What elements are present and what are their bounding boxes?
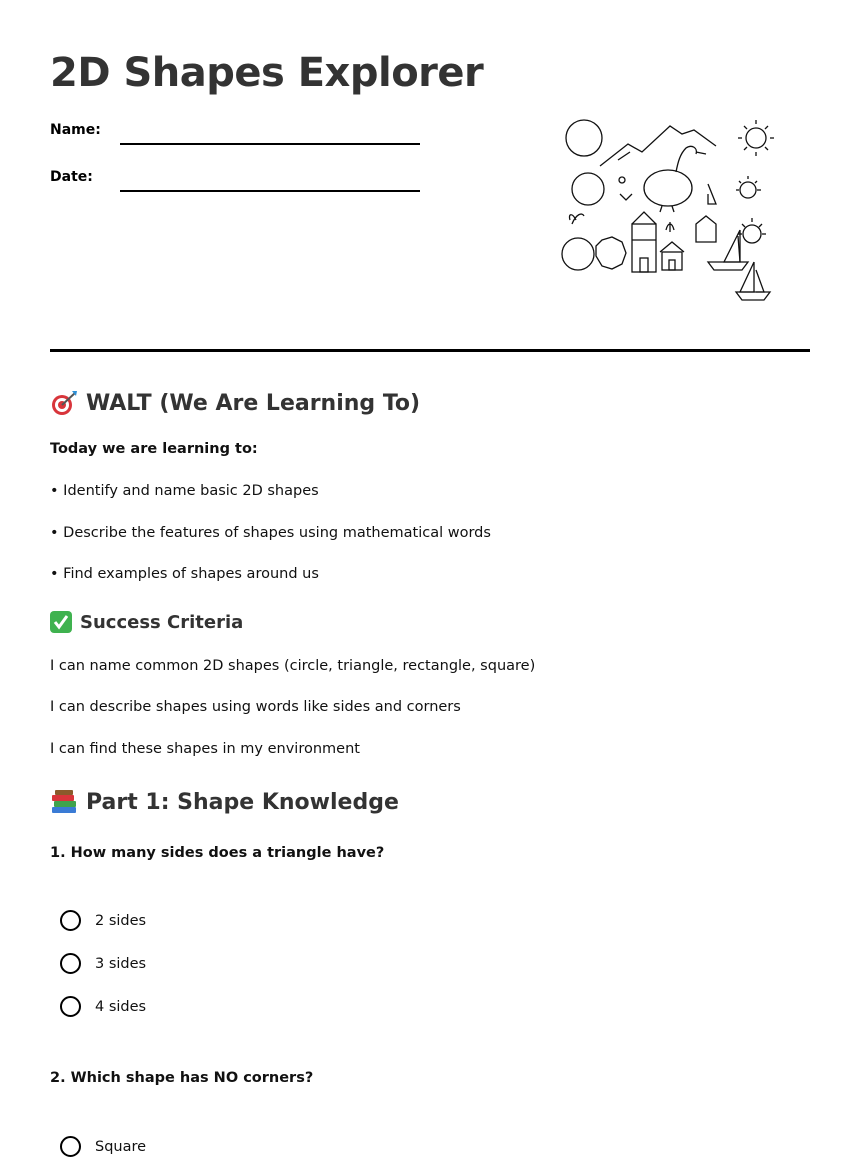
q2-option-square[interactable] [60, 1136, 146, 1157]
shapes-illustration [558, 112, 780, 308]
part1-heading-text: Part 1: Shape Knowledge [86, 789, 399, 815]
option-label: 4 sides [95, 998, 147, 1015]
part1-heading [50, 789, 399, 815]
question-1: 1. How many sides does a triangle have? [50, 845, 385, 861]
walt-heading [50, 390, 420, 416]
question-2: 2. Which shape has NO corners? [50, 1070, 314, 1086]
option-label: Square [95, 1138, 147, 1155]
success-item-3: I can find these shapes in my environment [50, 741, 360, 757]
page-title: 2D Shapes Explorer [50, 50, 484, 96]
radio-button[interactable] [60, 910, 81, 931]
name-field[interactable] [120, 143, 420, 145]
q1-option-4-sides[interactable] [60, 996, 146, 1017]
date-field[interactable] [120, 190, 420, 192]
name-label: Name: [50, 122, 101, 138]
walt-intro: Today we are learning to: [50, 441, 258, 457]
walt-heading-text: WALT (We Are Learning To) [86, 390, 421, 416]
option-label: 2 sides [95, 912, 147, 929]
radio-button[interactable] [60, 953, 81, 974]
books-icon [50, 789, 78, 815]
walt-item-2: • Describe the features of shapes using mathematical words [50, 525, 491, 541]
radio-button[interactable] [60, 996, 81, 1017]
walt-item-3: • Find examples of shapes around us [50, 566, 319, 582]
success-item-1: I can name common 2D shapes (circle, triangle, rectangle, square) [50, 658, 536, 674]
success-heading-text: Success Criteria [80, 611, 244, 633]
section-divider [50, 349, 810, 352]
radio-button[interactable] [60, 1136, 81, 1157]
target-icon [50, 390, 78, 416]
q1-option-2-sides[interactable] [60, 910, 146, 931]
option-label: 3 sides [95, 955, 147, 972]
success-heading [50, 611, 243, 633]
walt-item-1: • Identify and name basic 2D shapes [50, 483, 319, 499]
q1-option-3-sides[interactable] [60, 953, 146, 974]
date-label: Date: [50, 169, 93, 185]
check-box-icon [50, 611, 72, 633]
success-item-2: I can describe shapes using words like sides and corners [50, 699, 461, 715]
